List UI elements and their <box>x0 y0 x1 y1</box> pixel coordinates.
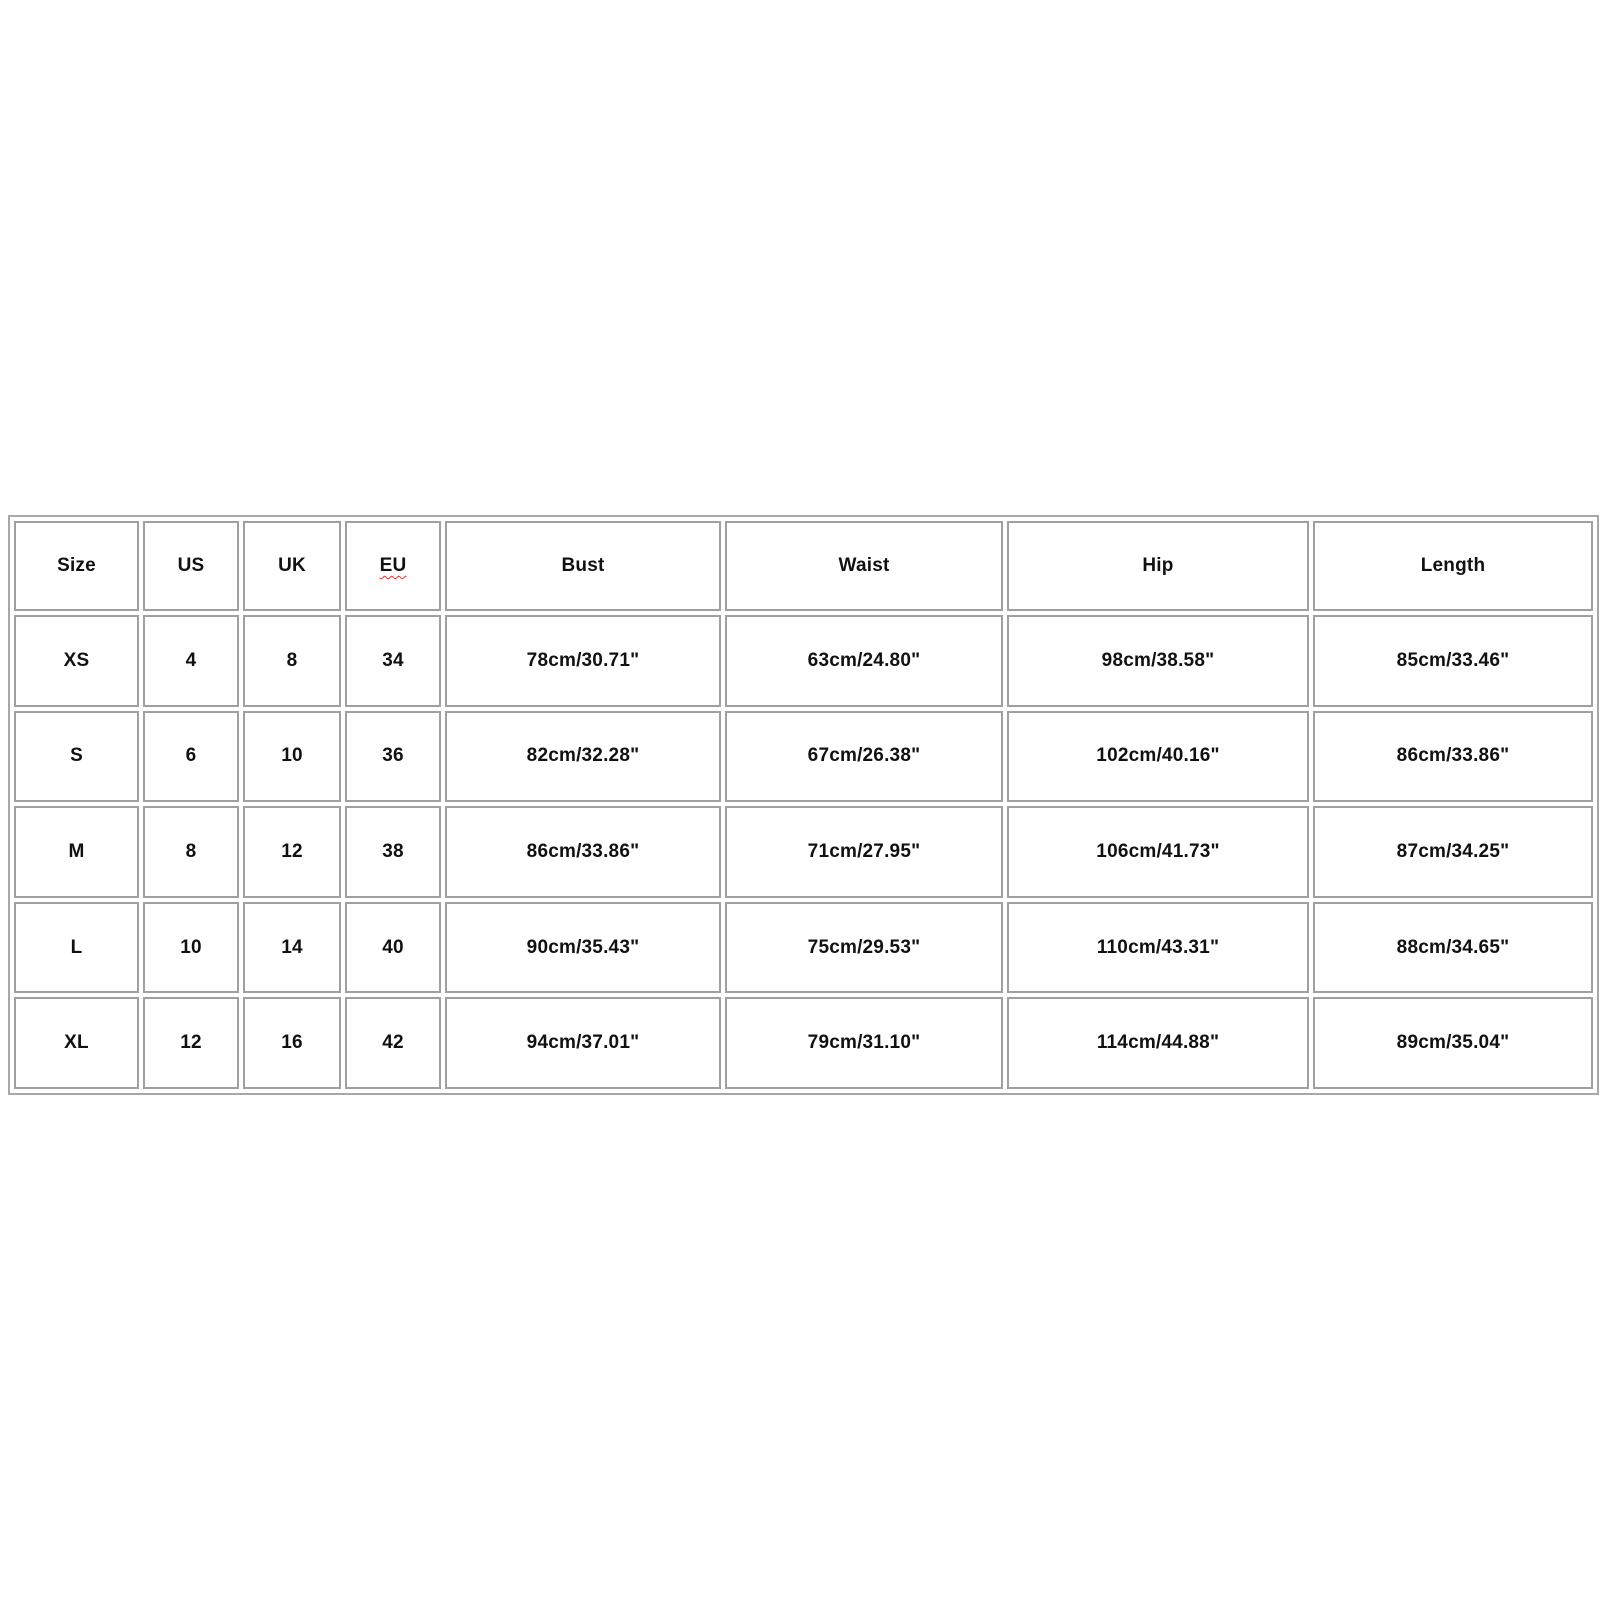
cell-bust: 78cm/30.71" <box>445 615 721 707</box>
header-length: Length <box>1313 521 1593 611</box>
cell-size: M <box>14 806 139 898</box>
table-row <box>14 902 1593 994</box>
cell-eu: 40 <box>345 902 441 994</box>
table-row <box>14 806 1593 898</box>
header-eu-label: EU <box>379 555 407 576</box>
cell-eu: 38 <box>345 806 441 898</box>
cell-eu: 42 <box>345 997 441 1089</box>
cell-waist: 67cm/26.38" <box>725 711 1003 803</box>
cell-uk: 14 <box>243 902 341 994</box>
cell-length: 85cm/33.46" <box>1313 615 1593 707</box>
table-row <box>14 615 1593 707</box>
cell-size: XL <box>14 997 139 1089</box>
cell-size: S <box>14 711 139 803</box>
cell-length: 86cm/33.86" <box>1313 711 1593 803</box>
cell-length: 88cm/34.65" <box>1313 902 1593 994</box>
cell-bust: 94cm/37.01" <box>445 997 721 1089</box>
header-hip: Hip <box>1007 521 1309 611</box>
header-size: Size <box>14 521 139 611</box>
header-eu <box>345 521 441 611</box>
cell-eu: 36 <box>345 711 441 803</box>
cell-us: 8 <box>143 806 239 898</box>
cell-uk: 10 <box>243 711 341 803</box>
cell-hip: 110cm/43.31" <box>1007 902 1309 994</box>
cell-hip: 106cm/41.73" <box>1007 806 1309 898</box>
cell-waist: 75cm/29.53" <box>725 902 1003 994</box>
cell-uk: 12 <box>243 806 341 898</box>
cell-waist: 79cm/31.10" <box>725 997 1003 1089</box>
header-us: US <box>143 521 239 611</box>
cell-size: L <box>14 902 139 994</box>
header-waist: Waist <box>725 521 1003 611</box>
cell-size: XS <box>14 615 139 707</box>
table-row <box>14 997 1593 1089</box>
cell-us: 4 <box>143 615 239 707</box>
cell-us: 12 <box>143 997 239 1089</box>
cell-waist: 71cm/27.95" <box>725 806 1003 898</box>
cell-hip: 98cm/38.58" <box>1007 615 1309 707</box>
cell-length: 89cm/35.04" <box>1313 997 1593 1089</box>
header-uk: UK <box>243 521 341 611</box>
header-bust: Bust <box>445 521 721 611</box>
table-row <box>14 711 1593 803</box>
cell-uk: 8 <box>243 615 341 707</box>
table-header-row <box>14 521 1593 611</box>
cell-waist: 63cm/24.80" <box>725 615 1003 707</box>
cell-uk: 16 <box>243 997 341 1089</box>
cell-hip: 102cm/40.16" <box>1007 711 1309 803</box>
cell-us: 6 <box>143 711 239 803</box>
size-chart-table <box>8 515 1599 1095</box>
cell-us: 10 <box>143 902 239 994</box>
cell-length: 87cm/34.25" <box>1313 806 1593 898</box>
cell-bust: 82cm/32.28" <box>445 711 721 803</box>
cell-eu: 34 <box>345 615 441 707</box>
cell-hip: 114cm/44.88" <box>1007 997 1309 1089</box>
cell-bust: 90cm/35.43" <box>445 902 721 994</box>
cell-bust: 86cm/33.86" <box>445 806 721 898</box>
